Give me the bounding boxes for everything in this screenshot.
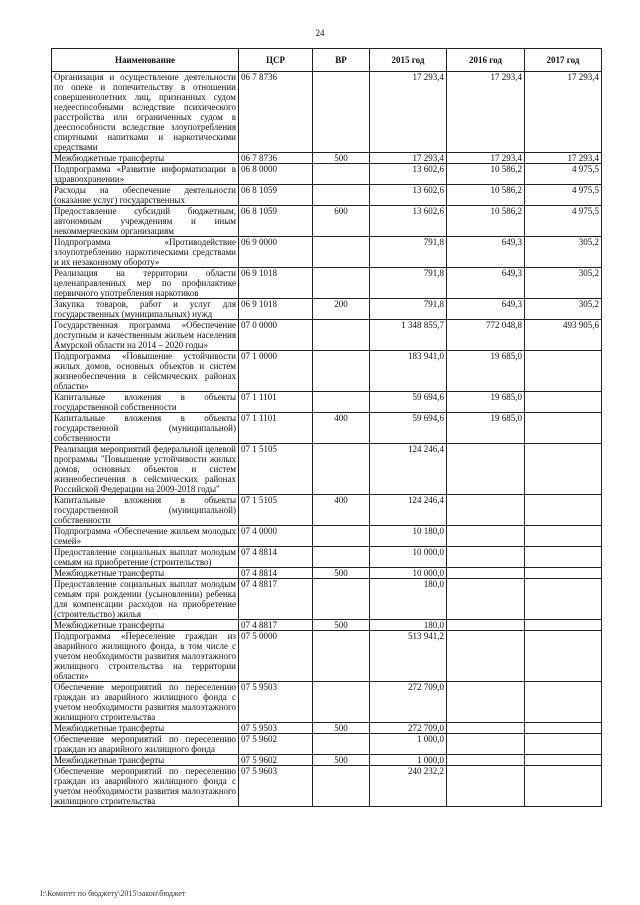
cell-2016: 10 586,2 bbox=[447, 164, 525, 185]
table-row bbox=[52, 268, 602, 299]
cell-name: Межбюджетные трансферты bbox=[52, 723, 239, 734]
table-row bbox=[52, 631, 602, 682]
cell-2016 bbox=[447, 620, 525, 631]
cell-vr bbox=[313, 392, 370, 413]
cell-2015: 272 709,0 bbox=[370, 723, 447, 734]
header-vr: ВР bbox=[313, 49, 370, 72]
table-row bbox=[52, 153, 602, 164]
cell-vr: 500 bbox=[313, 755, 370, 766]
cell-csr: 07 5 9602 bbox=[239, 755, 313, 766]
budget-table bbox=[51, 48, 602, 807]
cell-name: Подпрограмма «Развитие информатизации в здравоохранении» bbox=[52, 164, 239, 185]
cell-2015: 791,8 bbox=[370, 268, 447, 299]
cell-2017: 305,2 bbox=[525, 268, 602, 299]
cell-vr bbox=[313, 72, 370, 153]
cell-2016 bbox=[447, 723, 525, 734]
cell-2016 bbox=[447, 495, 525, 526]
cell-2017 bbox=[525, 682, 602, 723]
cell-name: Организация и осуществление деятельности по опеке и попечительству в отношении совершеннолетних лиц, признанных судом недееспособными вследствие психического расстройства или ограниченных судом в дееспособности вследствие злоупотребления спиртными напитками и наркотическими средствами bbox=[52, 72, 239, 153]
cell-name: Капитальные вложения в объекты государственной (муниципальной) собственности bbox=[52, 495, 239, 526]
table-body bbox=[52, 72, 602, 807]
cell-name: Реализация на территории области целенаправленных мер по профилактике первичного употребления наркотиков bbox=[52, 268, 239, 299]
table-row bbox=[52, 392, 602, 413]
cell-2016: 17 293,4 bbox=[447, 72, 525, 153]
cell-2015: 59 694,6 bbox=[370, 392, 447, 413]
cell-name: Обеспечение мероприятий по переселению граждан из аварийного жилищного фонда bbox=[52, 734, 239, 755]
table-row bbox=[52, 351, 602, 392]
cell-2015: 17 293,4 bbox=[370, 153, 447, 164]
cell-vr bbox=[313, 766, 370, 807]
header-name: Наименование bbox=[52, 49, 239, 72]
cell-2015: 1 348 855,7 bbox=[370, 320, 447, 351]
cell-vr: 600 bbox=[313, 206, 370, 237]
cell-2017 bbox=[525, 495, 602, 526]
cell-name: Межбюджетные трансферты bbox=[52, 153, 239, 164]
cell-2017 bbox=[525, 723, 602, 734]
cell-vr: 500 bbox=[313, 568, 370, 579]
cell-vr bbox=[313, 268, 370, 299]
cell-2017 bbox=[525, 620, 602, 631]
table-row bbox=[52, 734, 602, 755]
table-row bbox=[52, 206, 602, 237]
cell-2015: 183 941,0 bbox=[370, 351, 447, 392]
table-row bbox=[52, 526, 602, 547]
cell-name: Реализация мероприятий федеральной целевой программы "Повышение устойчивости жилых домов, основных объектов и систем жизнеобеспечения в сейсмических районах Российской Федерации на 2009-2018 годы" bbox=[52, 444, 239, 495]
cell-vr: 400 bbox=[313, 495, 370, 526]
cell-vr bbox=[313, 526, 370, 547]
cell-2017 bbox=[525, 734, 602, 755]
cell-2016 bbox=[447, 755, 525, 766]
table-row bbox=[52, 579, 602, 620]
cell-2017 bbox=[525, 392, 602, 413]
cell-2015: 10 000,0 bbox=[370, 547, 447, 568]
cell-2017 bbox=[525, 568, 602, 579]
cell-2016: 19 685,0 bbox=[447, 351, 525, 392]
cell-csr: 07 1 5105 bbox=[239, 444, 313, 495]
cell-2017: 305,2 bbox=[525, 299, 602, 320]
cell-csr: 07 4 8814 bbox=[239, 568, 313, 579]
cell-2017: 493 905,6 bbox=[525, 320, 602, 351]
cell-2015: 13 602,6 bbox=[370, 164, 447, 185]
cell-2016 bbox=[447, 682, 525, 723]
cell-2015: 180,0 bbox=[370, 579, 447, 620]
cell-vr bbox=[313, 320, 370, 351]
cell-2015: 10 180,0 bbox=[370, 526, 447, 547]
cell-2016 bbox=[447, 734, 525, 755]
cell-2015: 13 602,6 bbox=[370, 206, 447, 237]
cell-2016 bbox=[447, 444, 525, 495]
cell-csr: 06 8 1059 bbox=[239, 206, 313, 237]
cell-csr: 06 7 8736 bbox=[239, 72, 313, 153]
cell-vr bbox=[313, 164, 370, 185]
cell-2017 bbox=[525, 547, 602, 568]
cell-2016 bbox=[447, 568, 525, 579]
cell-vr bbox=[313, 631, 370, 682]
cell-2015: 1 000,0 bbox=[370, 755, 447, 766]
cell-vr: 400 bbox=[313, 413, 370, 444]
cell-2015: 17 293,4 bbox=[370, 72, 447, 153]
cell-name: Предоставление социальных выплат молодым семьям на приобретение (строительство) bbox=[52, 547, 239, 568]
cell-vr bbox=[313, 444, 370, 495]
table-row bbox=[52, 568, 602, 579]
cell-name: Расходы на обеспечение деятельности (оказание услуг) государственных bbox=[52, 185, 239, 206]
cell-csr: 06 9 0000 bbox=[239, 237, 313, 268]
cell-2015: 513 941,2 bbox=[370, 631, 447, 682]
cell-2016: 17 293,4 bbox=[447, 153, 525, 164]
table-row bbox=[52, 766, 602, 807]
cell-2015: 1 000,0 bbox=[370, 734, 447, 755]
cell-2017 bbox=[525, 444, 602, 495]
cell-2015: 13 602,6 bbox=[370, 185, 447, 206]
cell-csr: 06 9 1018 bbox=[239, 299, 313, 320]
cell-2015: 59 694,6 bbox=[370, 413, 447, 444]
cell-vr bbox=[313, 237, 370, 268]
cell-2015: 180,0 bbox=[370, 620, 447, 631]
cell-2017: 17 293,4 bbox=[525, 153, 602, 164]
cell-name: Обеспечение мероприятий по переселению граждан из аварийного жилищного фонда с учетом необходимости развития малоэтажного жилищного строительства bbox=[52, 682, 239, 723]
cell-name: Обеспечение мероприятий по переселению граждан из аварийного жилищного фонда с учетом необходимости развития малоэтажного жилищного строительства bbox=[52, 766, 239, 807]
cell-2017: 4 975,5 bbox=[525, 185, 602, 206]
header-2017: 2017 год bbox=[525, 49, 602, 72]
cell-2016 bbox=[447, 579, 525, 620]
table-row bbox=[52, 237, 602, 268]
table-row bbox=[52, 72, 602, 153]
table-row bbox=[52, 723, 602, 734]
cell-2016 bbox=[447, 766, 525, 807]
cell-vr: 200 bbox=[313, 299, 370, 320]
cell-2017: 4 975,5 bbox=[525, 206, 602, 237]
cell-csr: 07 1 0000 bbox=[239, 351, 313, 392]
header-2015: 2015 год bbox=[370, 49, 447, 72]
cell-csr: 07 1 5105 bbox=[239, 495, 313, 526]
cell-csr: 07 0 0000 bbox=[239, 320, 313, 351]
cell-csr: 07 4 0000 bbox=[239, 526, 313, 547]
cell-2017 bbox=[525, 755, 602, 766]
cell-csr: 07 1 1101 bbox=[239, 413, 313, 444]
cell-2016: 772 048,8 bbox=[447, 320, 525, 351]
table-header-row bbox=[52, 49, 602, 72]
cell-name: Подпрограмма «Противодействие злоупотреблению наркотическими средствами и их незаконному обороту» bbox=[52, 237, 239, 268]
cell-csr: 07 1 1101 bbox=[239, 392, 313, 413]
cell-csr: 07 4 8817 bbox=[239, 620, 313, 631]
cell-name: Закупка товаров, работ и услуг для государственных (муниципальных) нужд bbox=[52, 299, 239, 320]
cell-csr: 07 5 9602 bbox=[239, 734, 313, 755]
cell-vr bbox=[313, 682, 370, 723]
cell-name: Подпрограмма «Повышение устойчивости жилых домов, основных объектов и систем жизнеобеспечения в сейсмических районах области» bbox=[52, 351, 239, 392]
cell-vr bbox=[313, 734, 370, 755]
table-row bbox=[52, 682, 602, 723]
cell-csr: 06 7 8736 bbox=[239, 153, 313, 164]
cell-2015: 124 246,4 bbox=[370, 495, 447, 526]
cell-2015: 124 246,4 bbox=[370, 444, 447, 495]
header-2016: 2016 год bbox=[447, 49, 525, 72]
cell-2016 bbox=[447, 547, 525, 568]
cell-2016: 10 586,2 bbox=[447, 206, 525, 237]
table-row bbox=[52, 755, 602, 766]
cell-2017 bbox=[525, 351, 602, 392]
cell-vr: 500 bbox=[313, 723, 370, 734]
cell-2017 bbox=[525, 579, 602, 620]
cell-csr: 07 5 9603 bbox=[239, 766, 313, 807]
table-row bbox=[52, 547, 602, 568]
cell-csr: 07 5 9503 bbox=[239, 723, 313, 734]
cell-2015: 791,8 bbox=[370, 237, 447, 268]
cell-2015: 272 709,0 bbox=[370, 682, 447, 723]
cell-2017 bbox=[525, 631, 602, 682]
table-row bbox=[52, 164, 602, 185]
cell-2017 bbox=[525, 526, 602, 547]
cell-name: Подпрограмма «Обеспечение жильем молодых семей» bbox=[52, 526, 239, 547]
cell-csr: 06 8 0000 bbox=[239, 164, 313, 185]
cell-2017: 17 293,4 bbox=[525, 72, 602, 153]
cell-2015: 791,8 bbox=[370, 299, 447, 320]
cell-csr: 07 5 9503 bbox=[239, 682, 313, 723]
cell-2016: 649,3 bbox=[447, 299, 525, 320]
header-csr: ЦСР bbox=[239, 49, 313, 72]
cell-2016: 19 685,0 bbox=[447, 392, 525, 413]
cell-vr: 500 bbox=[313, 153, 370, 164]
cell-name: Подпрограмма «Переселение граждан из аварийного жилищного фонда, в том числе с учетом необходимости развития малоэтажного жилищного строительства на территории области» bbox=[52, 631, 239, 682]
cell-2015: 10 000,0 bbox=[370, 568, 447, 579]
cell-2017 bbox=[525, 413, 602, 444]
cell-vr: 500 bbox=[313, 620, 370, 631]
table-row bbox=[52, 620, 602, 631]
cell-vr bbox=[313, 547, 370, 568]
cell-2016 bbox=[447, 631, 525, 682]
file-path-footer: I:\Комитет по бюджету\2015\закон\бюджет bbox=[40, 889, 186, 898]
cell-2017: 4 975,5 bbox=[525, 164, 602, 185]
cell-csr: 07 4 8814 bbox=[239, 547, 313, 568]
cell-vr bbox=[313, 351, 370, 392]
table-row bbox=[52, 299, 602, 320]
table-row bbox=[52, 444, 602, 495]
cell-name: Капитальные вложения в объекты государственной (муниципальной) собственности bbox=[52, 413, 239, 444]
cell-2016: 19 685,0 bbox=[447, 413, 525, 444]
table-row bbox=[52, 185, 602, 206]
page-number: 24 bbox=[315, 28, 325, 38]
cell-vr bbox=[313, 185, 370, 206]
cell-csr: 06 9 1018 bbox=[239, 268, 313, 299]
cell-2016: 649,3 bbox=[447, 237, 525, 268]
cell-name: Межбюджетные трансферты bbox=[52, 755, 239, 766]
cell-name: Предоставление субсидий бюджетным, автономным учреждениям и иным некоммерческим организациям bbox=[52, 206, 239, 237]
cell-csr: 07 5 0000 bbox=[239, 631, 313, 682]
cell-name: Предоставление социальных выплат молодым семьям при рождении (усыновлении) ребенка для компенсации расходов на приобретение (строительство) жилья bbox=[52, 579, 239, 620]
cell-csr: 06 8 1059 bbox=[239, 185, 313, 206]
cell-vr bbox=[313, 579, 370, 620]
cell-2017 bbox=[525, 766, 602, 807]
table-row bbox=[52, 495, 602, 526]
cell-2016 bbox=[447, 526, 525, 547]
table-row bbox=[52, 413, 602, 444]
table-row bbox=[52, 320, 602, 351]
cell-2015: 240 232,2 bbox=[370, 766, 447, 807]
cell-name: Межбюджетные трансферты bbox=[52, 568, 239, 579]
cell-name: Капитальные вложения в объекты государственной собственности bbox=[52, 392, 239, 413]
cell-name: Государственная программа «Обеспечение доступным и качественным жильем населения Амурской области на 2014 – 2020 годы» bbox=[52, 320, 239, 351]
cell-2017: 305,2 bbox=[525, 237, 602, 268]
cell-2016: 10 586,2 bbox=[447, 185, 525, 206]
cell-2016: 649,3 bbox=[447, 268, 525, 299]
cell-csr: 07 4 8817 bbox=[239, 579, 313, 620]
cell-name: Межбюджетные трансферты bbox=[52, 620, 239, 631]
